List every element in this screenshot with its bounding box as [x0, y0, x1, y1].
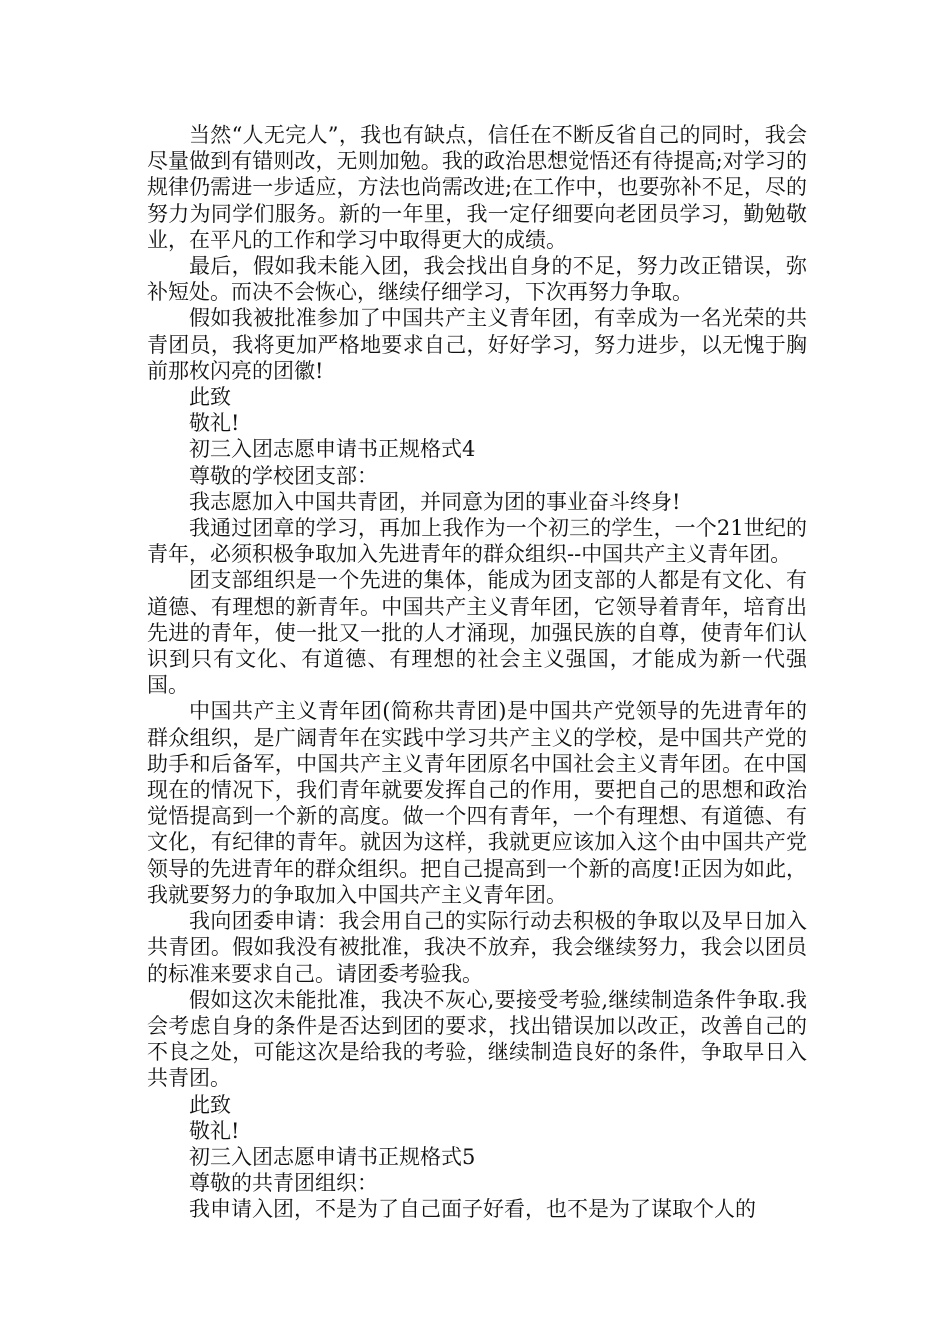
paragraph-charter-study: 我通过团章的学习，再加上我作为一个初三的学生，一个21世纪的青年，必须积极争取加入先进青年的群众组织--中国共产主义青年团。 [147, 516, 807, 567]
paragraph-application-to-committee: 我向团委申请：我会用自己的实际行动去积极的争取以及早日加入共青团。假如我没有被批准，我决不放弃，我会继续努力，我会以团员的标准来要求自己。请团委考验我。 [147, 909, 807, 986]
section-title-format-5: 初三入团志愿申请书正规格式5 [189, 1144, 476, 1169]
document-body [147, 122, 807, 1223]
paragraph-self-reflection: 当然“人无完人”，我也有缺点，信任在不断反省自己的同时，我会尽量做到有错则改，无则加勉。我的政治思想觉悟还有待提高;对学习的规律仍需进一步适应，方法也尚需改进;在工作中，也要弥补不足，尽的努力为同学们服务。新的一年里，我一定仔细要向老团员学习，勤勉敬业，在平凡的工作和学习中取得更大的成绩。 [147, 123, 807, 252]
salutation-league-organization: 尊敬的共青团组织： [189, 1171, 378, 1196]
closing-cizhi: 此致 [189, 385, 231, 410]
paragraph-volunteer-statement: 我志愿加入中国共青团，并同意为团的事业奋斗终身! [189, 489, 681, 514]
closing-jingli: 敬礼! [189, 411, 240, 436]
paragraph-if-not-approved: 假如这次未能批准，我决不灰心,要接受考验,继续制造条件争取.我会考虑自身的条件是否达到团的要求，找出错误加以改正，改善自己的不良之处，可能这次是给我的考验，继续制造良好的条件，争取早日入共青团。 [147, 987, 807, 1091]
closing-cizhi-2: 此致 [189, 1092, 231, 1117]
paragraph-branch-organization: 团支部组织是一个先进的集体，能成为团支部的人都是有文化、有道德、有理想的新青年。中国共产主义青年团，它领导着青年，培育出先进的青年，使一批又一批的人才涌现，加强民族的自尊，使青年们认识到只有文化、有道德、有理想的社会主义强国，才能成为新一代强国。 [147, 568, 807, 698]
paragraph-if-admitted: 假如我被批准参加了中国共产主义青年团，有幸成为一名光荣的共青团员，我将更加严格地要求自己，好好学习，努力进步，以无愧于胸前那枚闪亮的团徽! [147, 306, 807, 383]
paragraph-league-description: 中国共产主义青年团(简称共青团)是中国共产党领导的先进青年的群众组织，是广阔青年在实践中学习共产主义的学校，是中国共产党的助手和后备军，中国共产主义青年团原名中国社会主义青年团。在中国现在的情况下，我们青年就要发挥自己的作用，要把自己的思想和政治觉悟提高到一个新的高度。做一个四有青年，一个有理想、有道德、有文化，有纪律的青年。就因为这样，我就更应该加入这个由中国共产党领导的先进青年的群众组织。把自己提高到一个新的高度!正因为如此，我就要努力的争取加入中国共产主义青年团。 [147, 699, 807, 907]
paragraph-if-not-admitted: 最后，假如我未能入团，我会找出自身的不足，努力改正错误，弥补短处。而决不会恢心，继续仔细学习，下次再努力争取。 [147, 254, 807, 305]
salutation-school-branch: 尊敬的学校团支部： [189, 463, 378, 488]
section-title-format-4: 初三入团志愿申请书正规格式4 [189, 437, 476, 462]
paragraph-motivation: 我申请入团，不是为了自己面子好看，也不是为了谋取个人的 [189, 1197, 756, 1222]
closing-jingli-2: 敬礼! [189, 1118, 240, 1143]
